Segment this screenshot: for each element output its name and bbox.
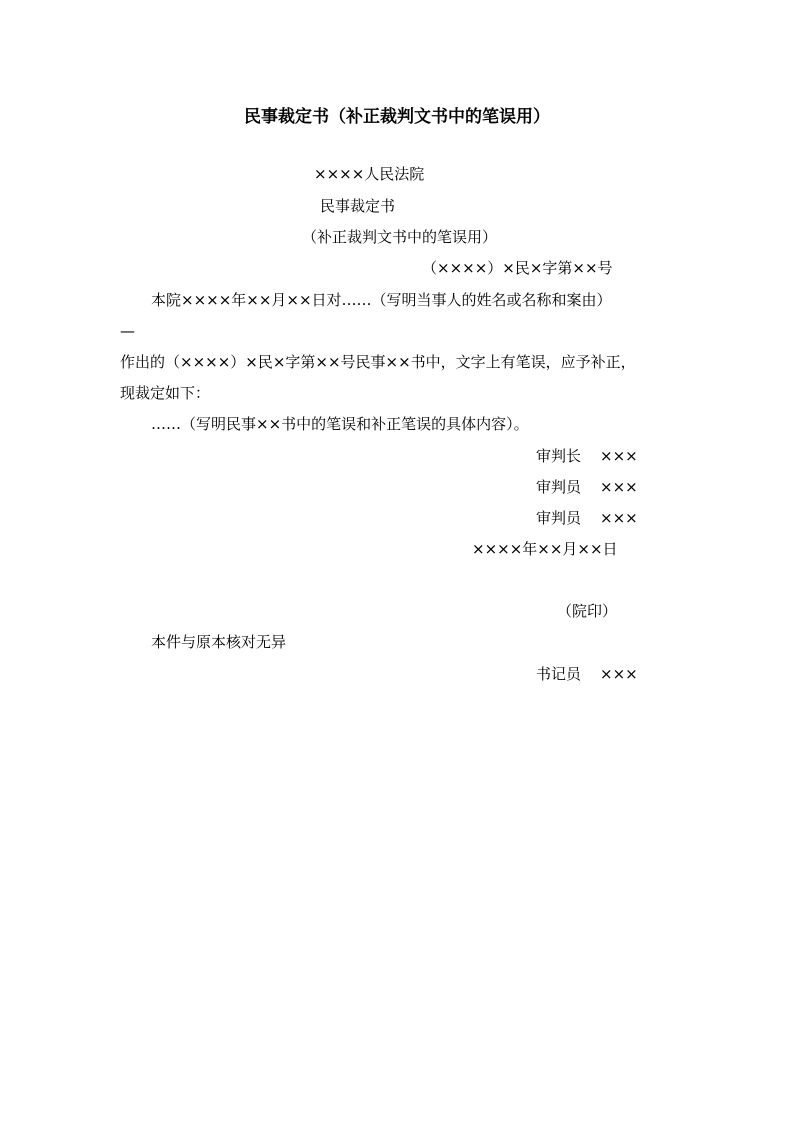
document-subtitle: （补正裁判文书中的笔误用）: [302, 228, 498, 246]
signature-role: 审判员: [536, 478, 582, 496]
case-number: （××××）×民×字第××号: [422, 259, 613, 277]
signature-name: ×××: [600, 447, 638, 465]
signature-role: 审判长: [536, 447, 582, 465]
document-type: 民事裁定书: [320, 197, 396, 215]
court-name: ××××人民法院: [314, 165, 425, 183]
page-title: 民事裁定书（补正裁判文书中的笔误用）: [244, 107, 550, 127]
clerk-role: 书记员: [536, 665, 582, 683]
clerk-name: ×××: [600, 665, 638, 683]
body-paragraph-line: 本院××××年××月××日对……（写明当事人的姓名或名称和案由）: [151, 291, 612, 309]
signature-name: ×××: [600, 478, 638, 496]
ruling-content: ……（写明民事××书中的笔误和补正笔误的具体内容）。: [151, 415, 529, 433]
court-seal: （院印）: [557, 602, 618, 620]
signature-name: ×××: [600, 509, 638, 527]
body-paragraph-line: 现裁定如下：: [120, 384, 211, 402]
verification-note: 本件与原本核对无异: [151, 633, 287, 651]
ruling-date: ××××年××月××日: [472, 540, 618, 558]
body-paragraph-line: 作出的（××××）×民×字第××号民事××书中，文字上有笔误，应予补正，: [120, 353, 636, 371]
body-paragraph-dash: —: [120, 322, 135, 340]
signature-role: 审判员: [536, 509, 582, 527]
